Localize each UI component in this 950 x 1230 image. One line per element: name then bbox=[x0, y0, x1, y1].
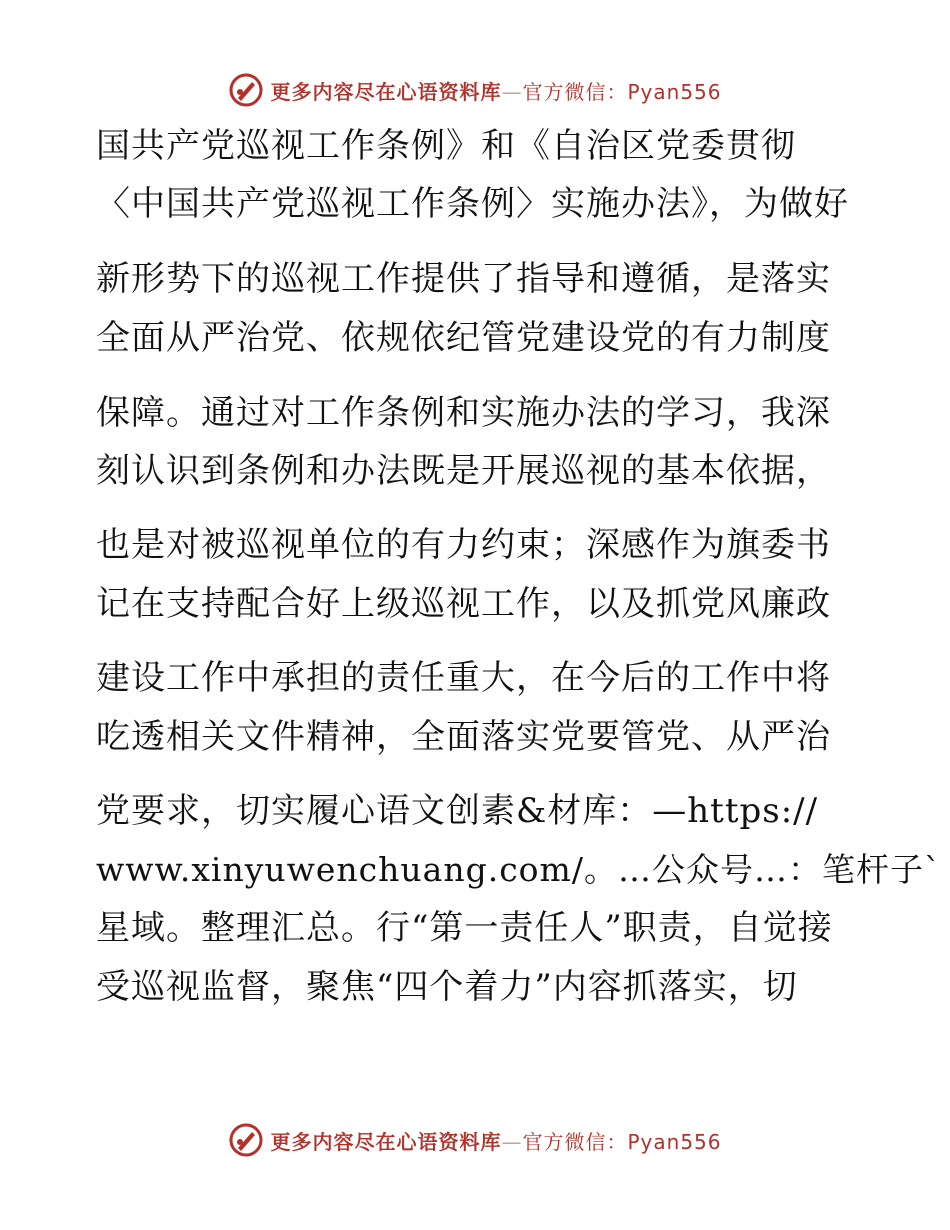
banner-wechat-id: Pyan556 bbox=[627, 1129, 722, 1154]
text-line: www.xinyuwenchuang.com/。…公众号…：笔杆子` bbox=[96, 850, 942, 889]
text-line: 星域。整理汇总。行“第一责任人”职责，自觉接 bbox=[96, 908, 833, 948]
logo-icon bbox=[228, 72, 264, 108]
logo-icon bbox=[228, 1122, 264, 1158]
banner-text bbox=[270, 76, 721, 105]
banner-separator: — bbox=[501, 79, 523, 104]
header-banner bbox=[0, 68, 950, 112]
text-line: 受巡视监督，聚焦“四个着力”内容抓落实，切 bbox=[96, 967, 798, 1007]
banner-main: 更多内容尽在心语资料库 bbox=[270, 1129, 502, 1154]
text-line: 吃透相关文件精神，全面落实党要管党、从严治 bbox=[96, 717, 831, 757]
banner-wechat-label: 官方微信： bbox=[522, 79, 628, 104]
banner-wechat-label: 官方微信： bbox=[522, 1129, 628, 1154]
banner-wechat-id: Pyan556 bbox=[627, 79, 722, 104]
banner-main: 更多内容尽在心语资料库 bbox=[270, 79, 502, 104]
text-line: 〈中国共产党巡视工作条例〉实施办法》，为做好 bbox=[96, 184, 849, 224]
text-line: 也是对被巡视单位的有力约束；深感作为旗委书 bbox=[96, 525, 831, 565]
text-line: 刻认识到条例和办法既是开展巡视的基本依据， bbox=[96, 451, 831, 491]
text-line: 记在支持配合好上级巡视工作，以及抓党风廉政 bbox=[96, 584, 831, 624]
footer-banner bbox=[0, 1118, 950, 1162]
text-line: 国共产党巡视工作条例》和《自治区党委贯彻 bbox=[96, 126, 796, 166]
text-line: 新形势下的巡视工作提供了指导和遵循，是落实 bbox=[96, 259, 831, 299]
text-line: 全面从严治党、依规依纪管党建设党的有力制度 bbox=[96, 318, 831, 358]
text-line: 党要求，切实履心语文创素&材库：—https:// bbox=[96, 791, 819, 831]
banner-separator: — bbox=[501, 1129, 523, 1154]
banner-text bbox=[270, 1126, 721, 1155]
text-line: 建设工作中承担的责任重大，在今后的工作中将 bbox=[96, 658, 831, 698]
text-line: 保障。通过对工作条例和实施办法的学习，我深 bbox=[96, 393, 831, 433]
